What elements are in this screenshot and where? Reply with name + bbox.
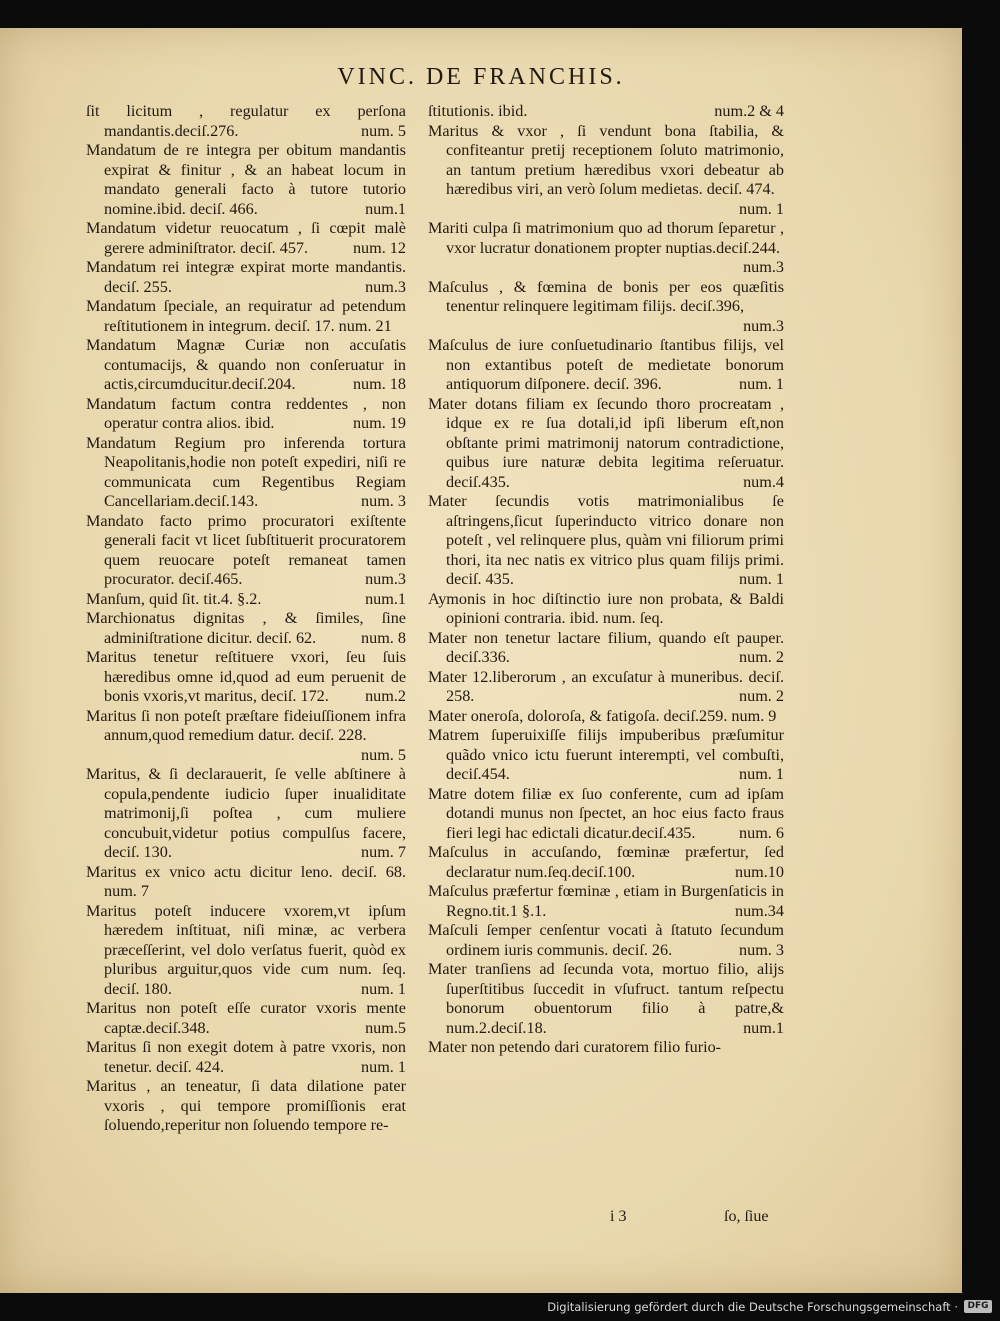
entry-number: num.5 <box>365 1018 406 1037</box>
entry-text: Maritus non poteſt eſſe curator vxoris mente captæ.deciſ.348. <box>86 999 406 1037</box>
entry-number: num.10 <box>734 862 784 881</box>
entry-number: num. 6 <box>739 823 784 842</box>
entry-text: Mandato facto primo procuratori exiſtente generali facit vt licet ſubſtituerit procuratorem quem reuocare poteſt remaneat tamen procurator. deciſ.465. <box>86 511 406 588</box>
index-entry <box>86 141 406 219</box>
index-entry <box>86 863 406 902</box>
index-entry <box>428 960 784 1038</box>
entry-text: Mater tranſiens ad ſecunda vota, mortuo filio, alijs ſuperſtitibus ſuccedit in vſufruct. tantum reſpectu bonorum obuentorum filio à patre,& num.2.deciſ.18. <box>428 960 784 1037</box>
entry-number: num. 1 <box>739 375 784 393</box>
index-entry <box>428 843 784 882</box>
index-entry <box>428 629 784 668</box>
entry-text: Mater oneroſa, doloroſa, & fatigoſa. deciſ.259. num. 9 <box>428 706 777 725</box>
entry-number: num.3 <box>743 316 784 335</box>
entry-number: num.3 <box>365 570 406 588</box>
index-entry <box>86 219 406 258</box>
entry-number: num.3 <box>743 258 784 276</box>
footer-bar <box>0 1293 1000 1321</box>
index-entry <box>86 395 406 434</box>
index-entry <box>428 395 784 493</box>
index-entry <box>86 102 406 141</box>
entry-text: Mandatum factum contra reddentes , non operatur contra alios. ibid. <box>86 394 406 432</box>
entry-text: Matrem ſuperuixiſſe filijs impuberibus præſumitur quãdo vnico ictu fuerunt interempti, vel combuſti, deciſ.454. <box>428 726 784 783</box>
entry-number: num. 2 <box>739 648 784 666</box>
entry-number: num.3 <box>365 277 406 296</box>
index-entry <box>86 765 406 863</box>
entry-text: Maſculus in accuſando, fœminæ præfertur, ſed declaratur num.ſeq.deciſ.100. <box>428 843 784 881</box>
entry-text: Mandatum ſpeciale, an requiratur ad petendum reſtitutionem in integrum. deciſ. 17. num. 21 <box>86 297 406 335</box>
entry-number: num.2 <box>365 687 406 705</box>
index-column-right <box>428 102 784 1058</box>
entry-number: num. 1 <box>361 979 406 998</box>
entry-number: num. 1 <box>361 1057 406 1076</box>
entry-number: num. 3 <box>361 492 406 510</box>
index-entry <box>428 122 784 220</box>
entry-number: num. 3 <box>739 940 784 959</box>
index-entry <box>428 882 784 921</box>
index-entry <box>86 336 406 395</box>
entry-number: num. 19 <box>352 414 406 432</box>
entry-text: Mater dotans filiam ex ſecundo thoro procreatam , idque ex re ſua dotali,id ipſi liberum eſt,non obſtante primi matrimonij natorum contradictione, quibus iure naturæ debita legitima reſeruatur. deciſ.435. <box>428 394 784 491</box>
entry-text: Aymonis in hoc diſtinctio iure non probata, & Baldi opinioni contraria. ibid. num. ſeq. <box>428 589 784 627</box>
index-entry <box>428 707 784 727</box>
entry-text: Marchionatus dignitas , & ſimiles, ſine adminiſtratione dicitur. deciſ. 62. <box>86 609 406 647</box>
entry-number: num. 12 <box>352 238 406 257</box>
index-entry <box>86 1077 406 1136</box>
entry-text: Maſculus præfertur fœminæ , etiam in Burgenſaticis in Regno.tit.1 §.1. <box>428 882 784 920</box>
index-column-left <box>86 102 406 1136</box>
entry-text: Mater non tenetur lactare filium, quando eſt pauper. deciſ.336. <box>428 628 784 666</box>
entry-text: Maſculi ſemper cenſentur vocati à ſtatuto ſecundum ordinem iuris communis. deciſ. 26. <box>428 921 784 959</box>
index-entry <box>86 1038 406 1077</box>
entry-text: Maſculus de iure conſuetudinario ſtantibus filijs, vel non extantibus poteſt de medietate bonorum antiquorum diſponere. deciſ. 396. <box>428 336 784 393</box>
entry-text: Mariti culpa ſi matrimonium quo ad thorum ſeparetur , vxor lucratur donationem propter nuptias.deciſ.244. <box>428 219 784 257</box>
entry-number: num. 5 <box>361 121 406 140</box>
index-entry <box>428 1038 784 1058</box>
index-entry <box>86 297 406 336</box>
running-header: VINC. DE FRANCHIS. <box>337 64 625 90</box>
index-entry <box>428 590 784 629</box>
entry-text: Maſculus , & fœmina de bonis per eos quæſitis tenentur relinquere legitimam filijs. deciſ.396, <box>428 277 784 315</box>
entry-text: Matre dotem filiæ ex ſuo conferente, cum ad ipſam dotandi munus non ſpectet, an hoc eius facto fraus fieri legi hac edictali dicatur.deciſ.435. <box>428 784 784 842</box>
entry-text: Mater ſecundis votis matrimonialibus ſe aſtringens,ſicut ſuperinducto vitrico donare non poteſt , vel relinquere plus, quàm vni filiorum primi thori, ita nec natis ex vitrico plus quam filijs primi. deciſ. 435. <box>428 492 784 588</box>
index-entry <box>86 434 406 512</box>
entry-number: num. 1 <box>739 199 784 218</box>
index-entry <box>428 492 784 590</box>
dfg-logo-icon: DFG <box>964 1300 992 1313</box>
entry-number: num. 18 <box>352 375 406 393</box>
entry-number: num. 8 <box>361 628 406 647</box>
entry-text: Maritus tenetur reſtituere vxori, ſeu ſuis hæredibus omne id,quod ad eum peruenit de bonis vxoris,vt maritus, deciſ. 172. <box>86 648 406 705</box>
entry-text: Manſum, quid ſit. tit.4. §.2. <box>86 589 262 608</box>
index-entry <box>86 609 406 648</box>
book-page <box>0 28 962 1293</box>
entry-text: Mater 12.liberorum , an excuſatur à muneribus. deciſ. 258. <box>428 667 784 705</box>
entry-number: num. 1 <box>739 570 784 588</box>
index-entry <box>428 278 784 337</box>
entry-text: ſtitutionis. ibid. <box>428 102 528 120</box>
entry-number: num. 7 <box>361 843 406 861</box>
index-entry <box>428 102 784 122</box>
entry-text: Mandatum rei integræ expirat morte mandantis. deciſ. 255. <box>86 258 406 296</box>
entry-text: Mandatum Magnæ Curiæ non accuſatis contumacijs, & quando non conſeruatur in actis,circumducitur.deciſ.204. <box>86 336 406 393</box>
entry-text: Maritus ſi non poteſt præſtare fideiuſſionem infra annum,quod remedium datur. deciſ. 228. <box>86 706 406 744</box>
entry-text: Mandatum videtur reuocatum , ſi cœpit malè gerere adminiſtrator. deciſ. 457. <box>86 219 406 257</box>
entry-number: num.2 & 4 <box>714 102 784 120</box>
index-entry <box>428 668 784 707</box>
signature-mark: i 3 <box>610 1208 627 1225</box>
index-entry <box>86 648 406 707</box>
entry-text: Maritus , an teneatur, ſi data dilatione pater vxoris , qui tempore promiſſionis erat ſoluendo,reperitur non ſoluendo tempore re- <box>86 1077 406 1134</box>
index-entry <box>86 707 406 766</box>
entry-text: Mandatum de re integra per obitum mandantis expirat & finitur , & an habeat locum in mandato generali facto à tutore tutorio nomine.ibid. deciſ. 466. <box>86 141 406 218</box>
entry-number: num.1 <box>743 1018 784 1037</box>
entry-text: Maritus ſi non exegit dotem à patre vxoris, non tenetur. deciſ. 424. <box>86 1038 406 1076</box>
entry-number: num.4 <box>743 472 784 491</box>
entry-text: Mater non petendo dari curatorem filio furio- <box>428 1038 722 1056</box>
index-entry <box>86 590 406 610</box>
entry-number: num. 1 <box>739 765 784 783</box>
entry-text: Maritus poteſt inducere vxorem,vt ipſum hæredem inſtituat, niſi minæ, ac verbera præceſſerint, vel dolo verſatus fuerit, quòd ex pluribus arguitur,quos vide cum num. ſeq. deciſ. 180. <box>86 901 406 998</box>
entry-text: Mandatum Regium pro inferenda tortura Neapolitanis,hodie non poteſt expediri, niſi re communicata cum Regentibus Regiam Cancellariam.deciſ.143. <box>86 433 406 510</box>
entry-text: Maritus, & ſi declarauerit, ſe velle abſtinere à copula,pendente iudicio ſuper inualiditate matrimonij,ſi poſtea , cum muliere concubuit,videtur potius compulſus facere, deciſ. 130. <box>86 765 406 861</box>
entry-text: Maritus & vxor , ſi vendunt bona ſtabilia, & confiteantur pretij receptionem ſoluto matrimonio, an tantum pretium hæredibus vxori debeatur ab hæredibus viri, an verò ſolum medietas. deciſ. 474. <box>428 121 784 198</box>
index-entry <box>428 726 784 785</box>
index-entry <box>428 219 784 278</box>
index-entry <box>428 336 784 395</box>
entry-number: num.34 <box>734 901 784 920</box>
entry-number: num.1 <box>365 199 406 218</box>
index-entry <box>428 785 784 844</box>
entry-text: ſit licitum , regulatur ex perſona mandantis.deciſ.276. <box>86 102 406 140</box>
index-entry <box>86 902 406 1000</box>
entry-number: num. 5 <box>361 745 406 764</box>
catchword: ſo, ſiue <box>724 1208 769 1225</box>
index-entry <box>86 512 406 590</box>
entry-text: Maritus ex vnico actu dicitur leno. deciſ. 68. num. 7 <box>86 862 406 900</box>
index-entry <box>86 999 406 1038</box>
index-entry <box>428 921 784 960</box>
footer-credit: Digitalisierung gefördert durch die Deutsche Forschungsgemeinschaft · <box>547 1300 958 1314</box>
index-entry <box>86 258 406 297</box>
entry-number: num. 2 <box>739 687 784 705</box>
entry-number: num.1 <box>365 589 406 608</box>
